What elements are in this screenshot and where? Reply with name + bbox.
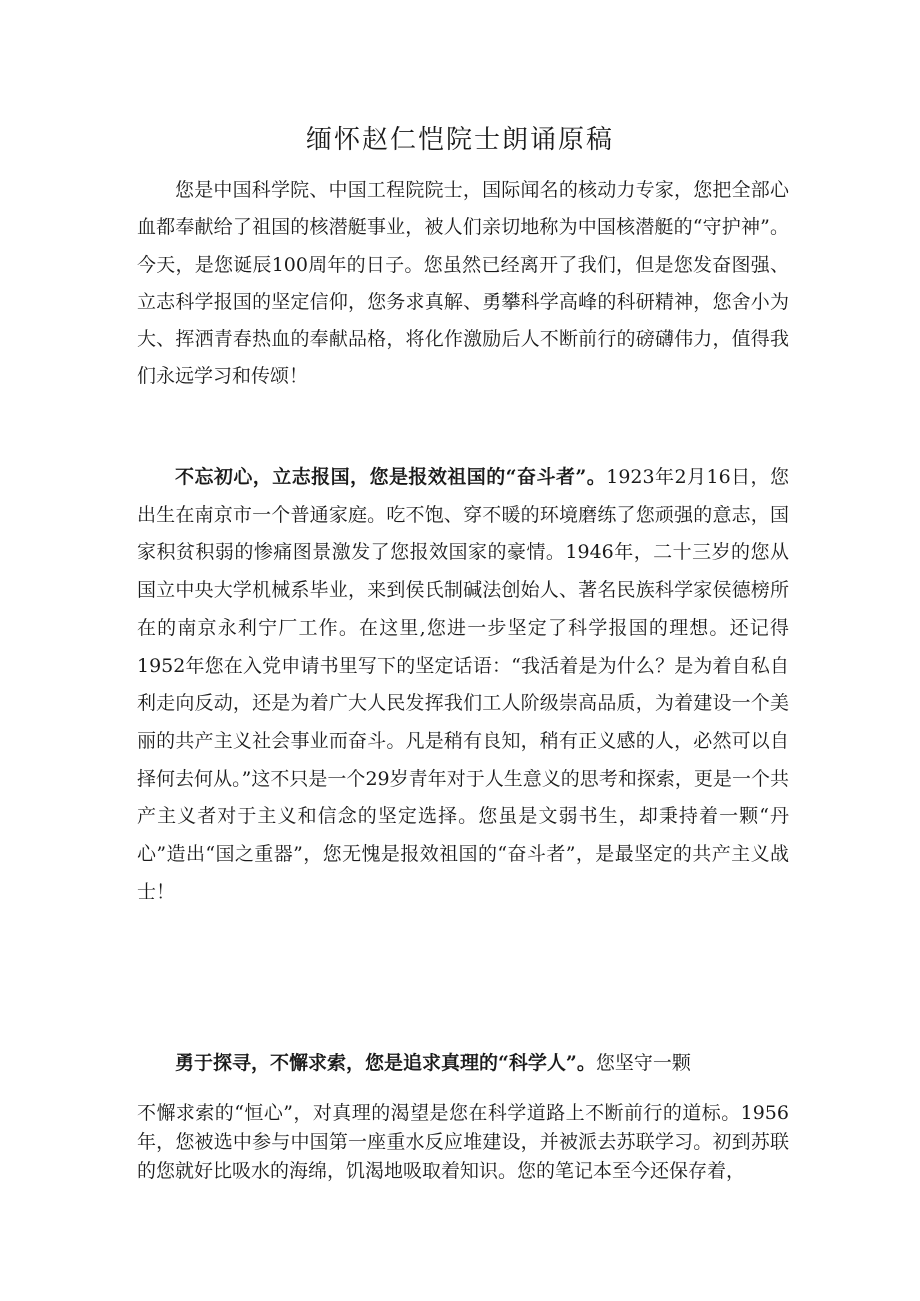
paragraph-struggler-lead: 不忘初心，立志报国，您是报效祖国的“奋斗者”。 <box>175 466 607 488</box>
paragraph-intro-text: 您是中国科学院、中国工程院院士，国际闻名的核动力专家，您把全部心血都奉献给了祖国的核潜艇事业，被人们亲切地称为中国核潜艇的“守护神”。今天，是您诞辰100周年的日子。您虽然已经离开了我们，但是您发奋图强、立志科学报国的坚定信仰，您务求真解、勇攀科学高峰的科研精神，您舍小为大、挥洒青春热血的奉献品格，将化作激励后人不断前行的磅礴伟力，值得我们永远学习和传颂！ <box>137 179 789 388</box>
paragraph-scientist-lead: 勇于探寻，不懈求索，您是追求真理的“科学人”。 <box>175 1052 596 1074</box>
paragraph-scientist <box>137 1047 789 1079</box>
paragraph-intro <box>137 172 789 396</box>
page-title: 缅怀赵仁恺院士朗诵原稿 <box>305 125 614 155</box>
paragraph-continuation <box>137 1099 789 1186</box>
paragraph-struggler-text: 1923年2月16日，您出生在南京市一个普通家庭。吃不饱、穿不暖的环境磨练了您顽强的意志，国家积贫积弱的惨痛图景激发了您报效国家的豪情。1946年，二十三岁的您从国立中央大学机械系毕业，来到侯氏制碱法创始人、著名民族科学家侯德榜所在的南京永利宁厂工作。在这里,您进一步坚定了科学报国的理想。还记得1952年您在入党申请书里写下的坚定话语：“我活着是为什么？是为着自私自利走向反动，还是为着广大人民发挥我们工人阶级崇高品质，为着建设一个美丽的共产主义社会事业而奋斗。凡是稍有良知，稍有正义感的人，必然可以自择何去何从。”这不只是一个29岁青年对于人生意义的思考和探索，更是一个共产主义者对于主义和信念的坚定选择。您虽是文弱书生，却秉持着一颗“丹心”造出“国之重器”，您无愧是报效祖国的“奋斗者”，是最坚定的共产主义战士！ <box>137 466 790 903</box>
paragraph-scientist-text: 您坚守一颗 <box>595 1052 691 1074</box>
paragraph-struggler <box>137 459 789 911</box>
paragraph-continuation-text: 不懈求索的“恒心”，对真理的渴望是您在科学道路上不断前行的道标。1956年，您被选中参与中国第一座重水反应堆建设，并被派去苏联学习。初到苏联的您就好比吸水的海绵，饥渴地吸取着知识。您的笔记本至今还保存着， <box>137 1102 789 1182</box>
